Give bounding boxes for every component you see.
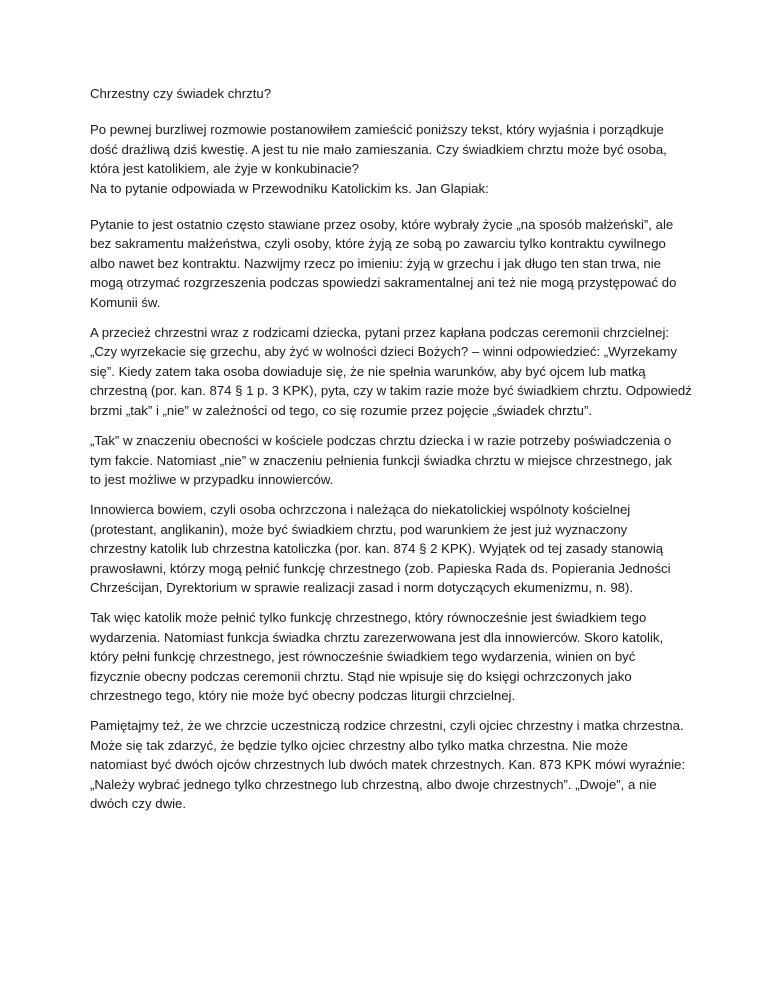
- text-line: wydarzenia. Natomiast funkcja świadka chrztu zarezerwowana jest dla innowierców. Skoro katolik,: [90, 629, 664, 645]
- text-line: chrzestną (por. kan. 874 § 1 p. 3 KPK), pyta, czy w takim razie może być świadkiem chrztu. Odpowiedź: [90, 383, 692, 399]
- paragraph-3: [90, 431, 690, 489]
- text-line: „Tak” w znaczeniu obecności w kościele podczas chrztu dziecka i w razie potrzeby poświadczenia o: [90, 433, 672, 449]
- text-line: „Należy wybrać jednego tylko chrzestnego lub chrzestną, albo dwoje chrzestnych”. „Dwoje”, a nie: [90, 776, 657, 792]
- text-line: (protestant, anglikanin), może być świadkiem chrztu, pod warunkiem że jest już wyznaczony: [90, 521, 628, 537]
- text-line: Innowierca bowiem, czyli osoba ochrzczona i należąca do niekatolickiej wspólnoty kościelnej: [90, 502, 631, 518]
- text-line: dwóch czy dwie.: [90, 796, 187, 811]
- paragraph-6: [90, 716, 690, 813]
- text-line: Na to pytanie odpowiada w Przewodniku Katolickim ks. Jan Glapiak:: [90, 180, 489, 196]
- text-line: która jest katolikiem, ale żyje w konkubinacie?: [90, 161, 360, 177]
- intro-paragraph: [90, 120, 690, 198]
- text-line: który pełni funkcję chrzestnego, jest równocześnie świadkiem tego wydarzenia, winien on być: [90, 649, 636, 665]
- text-line: Tak więc katolik może pełnić tylko funkcję chrzestnego, który równocześnie jest świadkiem tego: [90, 610, 647, 626]
- text-line: Pamiętajmy też, że we chrzcie uczestniczą rodzice chrzestni, czyli ojciec chrzestny i matka chrzestna.: [90, 718, 684, 734]
- text-line: chrzestny katolik lub chrzestna katoliczka (por. kan. 874 § 2 KPK). Wyjątek od tej zasady stanowią: [90, 541, 664, 557]
- text-line: Po pewnej burzliwej rozmowie postanowiłem zamieścić poniższy tekst, który wyjaśnia i porządkuje: [90, 122, 664, 138]
- text-line: tym fakcie. Natomiast „nie” w znaczeniu pełnienia funkcji świadka chrztu w miejsce chrzestnego, jak: [90, 452, 672, 468]
- title-text: Chrzestny czy świadek chrztu?: [90, 86, 272, 101]
- text-line: chrzestnego tego, który nie może być obecny podczas liturgii chrzcielnej.: [90, 687, 516, 703]
- text-line: natomiast być dwóch ojców chrzestnych lub dwóch matek chrzestnych. Kan. 873 KPK mówi wyraźnie:: [90, 757, 686, 773]
- text-line: „Czy wyrzekacie się grzechu, aby żyć w wolności dzieci Bożych? – winni odpowiedzieć: „Wyrzekamy: [90, 344, 677, 360]
- text-line: Komunii św.: [90, 294, 161, 310]
- text-line: się”. Kiedy zatem taka osoba dowiaduje się, że nie spełnia warunków, aby być ojcem lub matką: [90, 363, 646, 379]
- text-line: Może się tak zdarzyć, że będzie tylko ojciec chrzestny albo tylko matka chrzestna. Nie może: [90, 737, 628, 753]
- text-line: A przecież chrzestni wraz z rodzicami dziecka, pytani przez kapłana podczas ceremonii chrzcielnej:: [90, 325, 670, 341]
- text-line: to jest możliwe w przypadku innowierców.: [90, 471, 334, 487]
- text-line: Chrześcijan, Dyrektorium w sprawie realizacji zasad i norm dotyczących ekumenizmu, n. 98).: [90, 579, 634, 595]
- paragraph-5: [90, 608, 690, 705]
- text-line: mogą otrzymać rozgrzeszenia podczas spowiedzi sakramentalnej ani też nie mogą przystępować do: [90, 275, 677, 291]
- paragraph-1: [90, 215, 690, 312]
- text-line: prawosławni, którzy mogą pełnić funkcję chrzestnego (zob. Papieska Rada ds. Popierania Jedności: [90, 560, 671, 576]
- text-line: dość drażliwą dziś kwestię. A jest tu nie mało zamieszania. Czy świadkiem chrztu może być osoba,: [90, 141, 667, 157]
- text-line: bez sakramentu małżeństwa, czyli osoby, które żyją ze sobą po zawarciu tylko kontraktu cywilnego: [90, 236, 666, 252]
- document-page: [90, 84, 690, 824]
- paragraph-4: [90, 500, 690, 597]
- text-line: fizycznie obecny podczas ceremonii chrztu. Stąd nie wpisuje się do księgi ochrzczonych jako: [90, 668, 632, 684]
- text-line: Pytanie to jest ostatnio często stawiane przez osoby, które wybrały życie „na sposób małżeński”, ale: [90, 217, 674, 233]
- document-title: [90, 84, 690, 103]
- text-line: brzmi „tak” i „nie” w zależności od tego, co się rozumie przez pojęcie „świadek chrztu”.: [90, 402, 593, 418]
- paragraph-2: [90, 323, 690, 420]
- text-line: albo nawet bez kontraktu. Nazwijmy rzecz po imieniu: żyją w grzechu i jak długo ten stan trwa, nie: [90, 255, 661, 271]
